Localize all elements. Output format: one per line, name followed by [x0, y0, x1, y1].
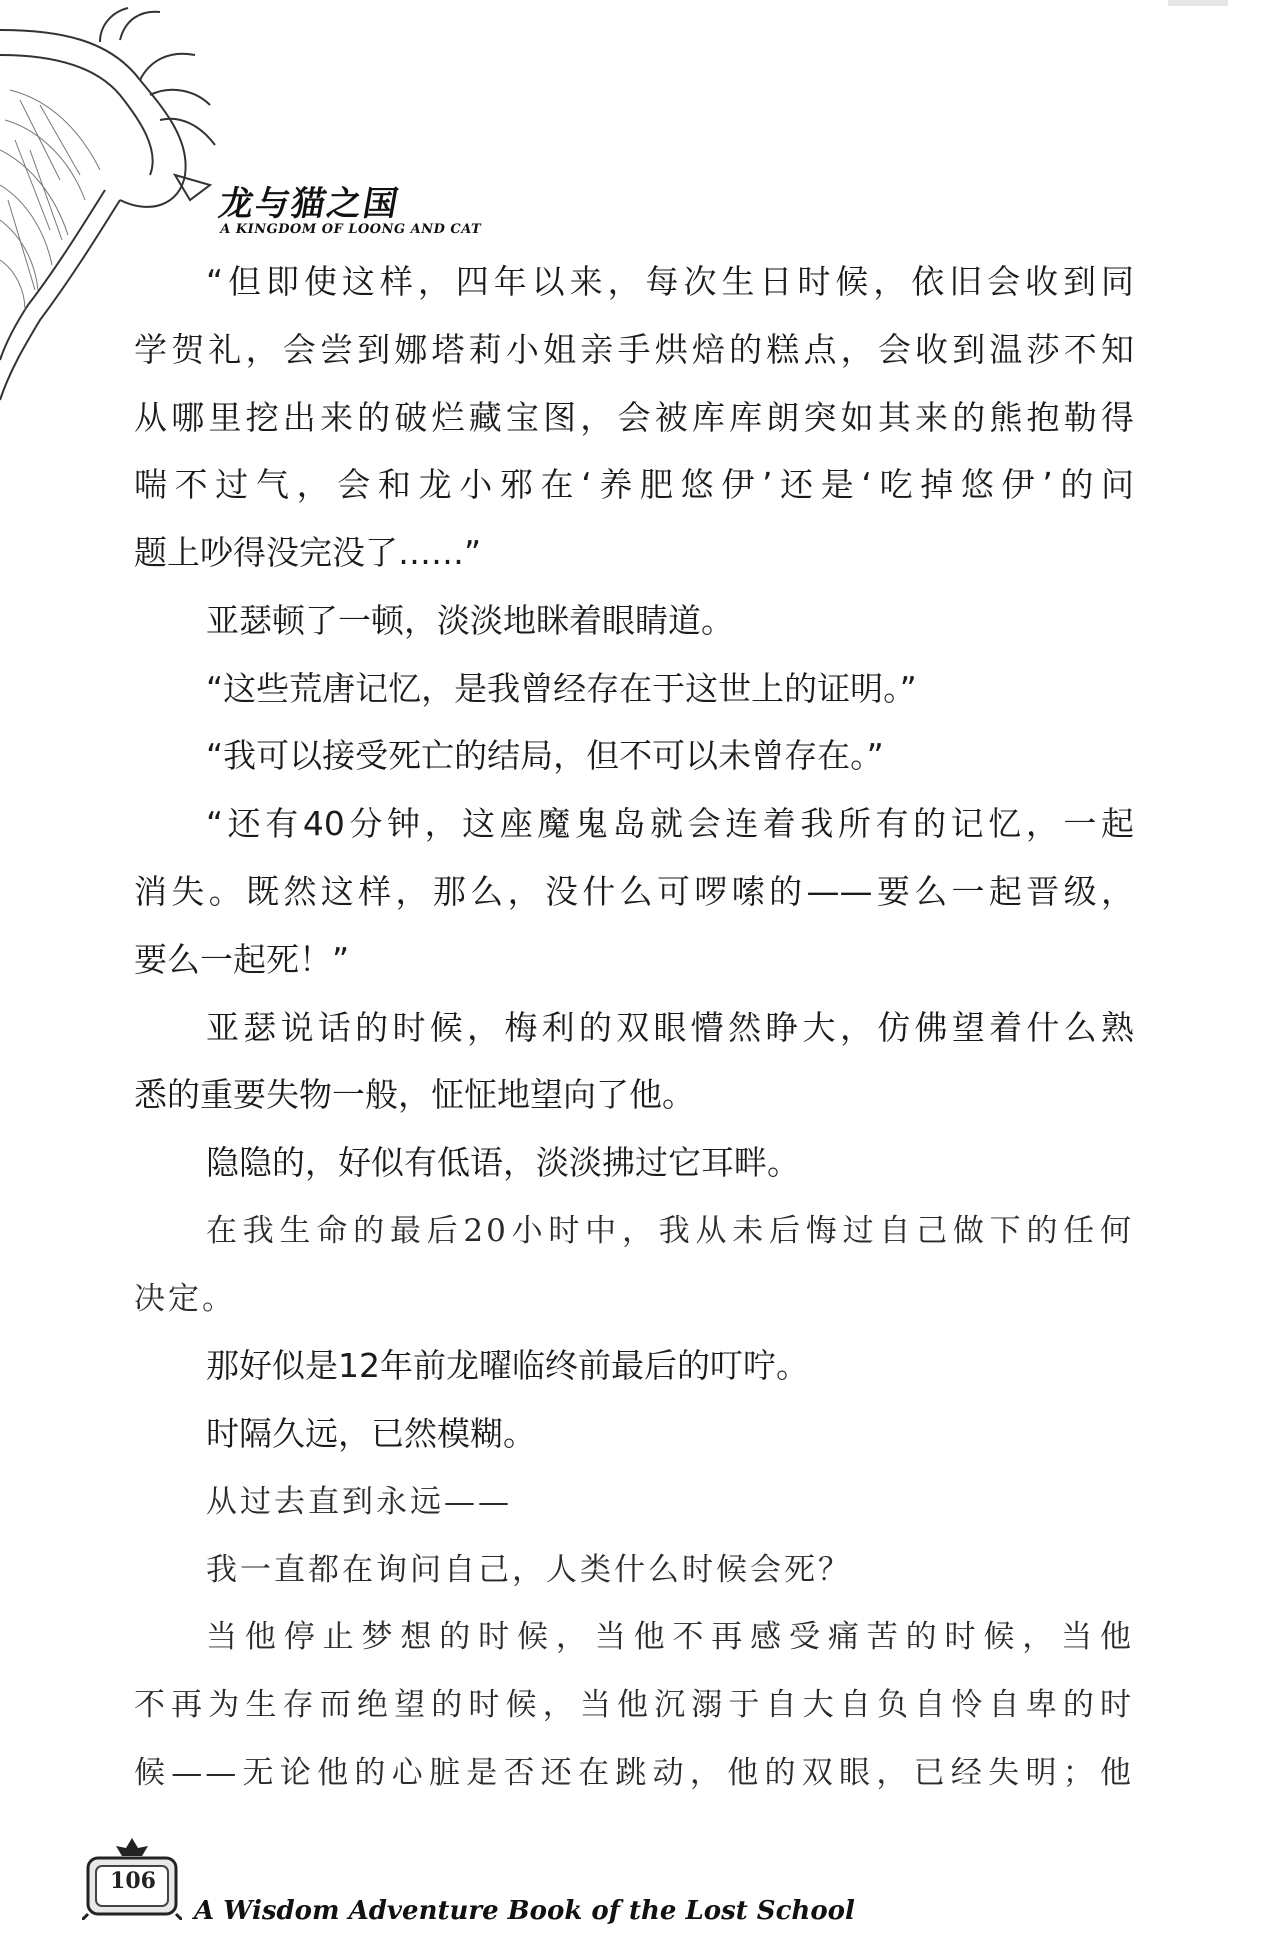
- text-line: 时隔久远，已然模糊。: [206, 1414, 536, 1453]
- text-line: 悉的重要失物一般，怔怔地望向了他。: [134, 1075, 695, 1114]
- text-line: “这些荒唐记忆，是我曾经存在于这世上的证明。”: [206, 669, 917, 708]
- text-line: 喘不过气，会和龙小邪在‘养肥悠伊’还是‘吃掉悠伊’的问: [134, 465, 1134, 504]
- quote-line: 在我生命的最后20小时中，我从未后悔过自己做下的任何: [206, 1213, 1134, 1249]
- quote-line: 候——无论他的心脏是否还在跳动，他的双眼，已经失明；他: [134, 1755, 1134, 1791]
- quote-line: 不再为生存而绝望的时候，当他沉溺于自大自负自怜自卑的时: [134, 1687, 1134, 1723]
- text-line: “我可以接受死亡的结局，但不可以未曾存在。”: [206, 736, 884, 775]
- text-line: 隐隐的，好似有低语，淡淡拂过它耳畔。: [206, 1143, 800, 1182]
- page-number: 106: [110, 1868, 156, 1894]
- quote-line: 当他停止梦想的时候，当他不再感受痛苦的时候，当他: [206, 1619, 1134, 1655]
- text-line: “还有40分钟，这座魔鬼岛就会连着我所有的记忆，一起: [206, 804, 1134, 843]
- text-line: 那好似是12年前龙曜临终前最后的叮咛。: [206, 1346, 809, 1385]
- top-edge-mark: [1168, 0, 1228, 6]
- text-line: 消失。既然这样，那么，没什么可啰嗦的——要么一起晋级，: [134, 872, 1134, 911]
- text-line: 要么一起死！”: [134, 940, 350, 979]
- text-line: 亚瑟顿了一顿，淡淡地眯着眼睛道。: [206, 601, 734, 640]
- running-head-subtitle: A KINGDOM OF LOONG AND CAT: [218, 222, 483, 237]
- quote-line: 我一直都在询问自己，人类什么时候会死？: [206, 1552, 852, 1588]
- running-head-title: 龙与猫之国: [215, 184, 403, 224]
- footer-book-title: A Wisdom Adventure Book of the Lost School: [194, 1896, 855, 1926]
- text-line: 题上吵得没完没了……”: [134, 533, 482, 572]
- quote-line: 从过去直到永远——: [206, 1484, 512, 1520]
- text-line: 从哪里挖出来的破烂藏宝图，会被库库朗突如其来的熊抱勒得: [134, 398, 1134, 437]
- quote-line: 决定。: [134, 1281, 236, 1317]
- text-line: 亚瑟说话的时候，梅利的双眼懵然睁大，仿佛望着什么熟: [206, 1008, 1134, 1047]
- text-line: 学贺礼，会尝到娜塔莉小姐亲手烘焙的糕点，会收到温莎不知: [134, 330, 1134, 369]
- text-line: “但即使这样，四年以来，每次生日时候，依旧会收到同: [206, 262, 1134, 301]
